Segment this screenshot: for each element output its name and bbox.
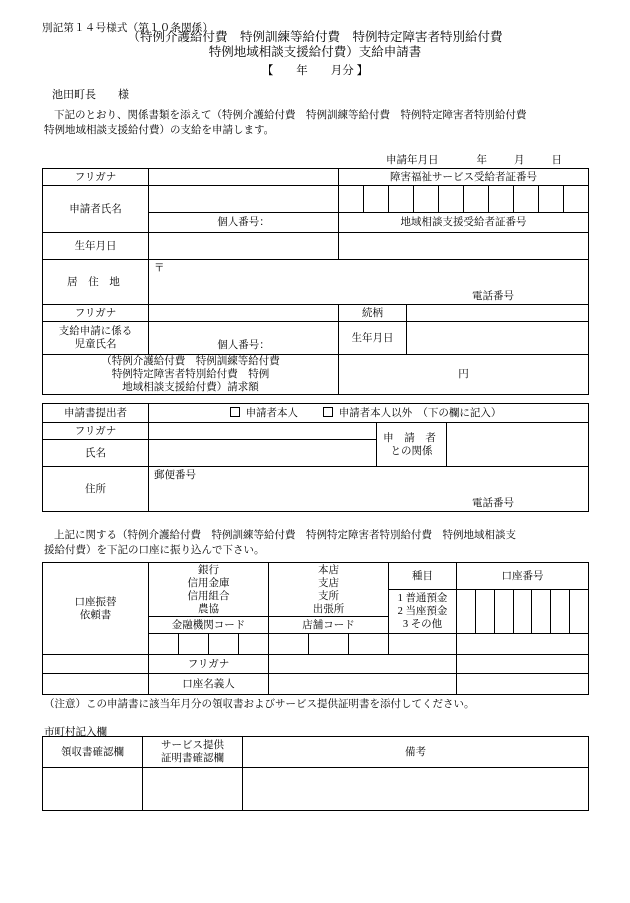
- child-furigana-label: フリガナ: [43, 305, 149, 322]
- submitter-other-label: 申請者本人以外 （下の欄に記入）: [338, 407, 502, 419]
- remarks-field[interactable]: [243, 768, 589, 811]
- form-code: 別記第１４号様式（第１０条関係）: [42, 23, 214, 34]
- application-date-label: 申請年月日: [386, 155, 439, 166]
- submitter-furigana-field[interactable]: [149, 423, 377, 440]
- submitter-name-label: 氏名: [43, 440, 149, 467]
- checkbox-icon[interactable]: [230, 407, 240, 417]
- postal-code-label: 郵便番号: [154, 470, 196, 481]
- bank-transfer-table: [42, 562, 589, 695]
- account-kind-0: 1 普通預金: [397, 593, 448, 604]
- account-number-cells[interactable]: [457, 590, 588, 633]
- submitter-name-field[interactable]: [149, 440, 377, 467]
- service-cert-label: [143, 737, 243, 768]
- account-kind-1: 2 当座預金: [397, 606, 448, 617]
- table-row: [43, 423, 589, 440]
- submitter-address-label: 住所: [43, 467, 149, 512]
- submitter-label: 申請書提出者: [43, 404, 149, 423]
- submitter-other-option[interactable]: [323, 408, 502, 419]
- service-cert-label-line1: サービス提供: [161, 740, 224, 751]
- table-row: [43, 322, 589, 355]
- applicant-furigana-field[interactable]: [149, 169, 339, 186]
- branch-type-3: 出張所: [312, 603, 345, 615]
- postal-mark-icon: 〒: [154, 263, 165, 274]
- account-holder-label: 口座名義人: [149, 674, 269, 695]
- table-row: [43, 655, 589, 674]
- bank-note-line-1: 上記に関する（特例介護給付費 特例訓練等給付費 特例特定障害者特別給付費 特例地域相談支: [54, 530, 516, 541]
- addressee: 池田町長 様: [52, 89, 129, 101]
- institution-type-0: 銀行: [198, 564, 219, 576]
- table-row: [43, 169, 589, 186]
- child-relation-field[interactable]: [407, 305, 589, 322]
- application-date-line: [386, 152, 562, 167]
- institution-code-grid[interactable]: [149, 634, 269, 655]
- claim-amount-field[interactable]: [339, 355, 589, 395]
- claim-label-line2: 特例特定障害者特別給付費 特例: [111, 369, 270, 380]
- title-line-2: 特例地域相談支援給付費）支給申請書: [208, 45, 422, 59]
- institution-code-cells[interactable]: [149, 634, 268, 654]
- page-title: [0, 30, 630, 60]
- intro-line-2: 特例地域相談支援給付費）の支給を申請します。: [44, 125, 275, 136]
- residence-field[interactable]: [149, 260, 589, 305]
- application-date-month: 月: [514, 155, 525, 166]
- municipality-table: [42, 736, 589, 811]
- account-holder-field[interactable]: [269, 674, 457, 695]
- checkbox-icon[interactable]: [323, 407, 333, 417]
- municipality-section-label: 市町村記入欄: [44, 727, 107, 738]
- table-row: [43, 260, 589, 305]
- welfare-cert-cells[interactable]: [339, 186, 588, 212]
- account-kind-spacer: [389, 634, 457, 655]
- account-furigana-label: フリガナ: [149, 655, 269, 674]
- title-line-1: （特例介護給付費 特例訓練等給付費 特例特定障害者特別給付費: [127, 30, 503, 44]
- bank-row-label-line2: 依頼書: [79, 609, 112, 621]
- application-date-year: 年: [476, 155, 487, 166]
- child-name-label: [43, 322, 149, 355]
- applicant-name-field[interactable]: [149, 186, 339, 213]
- table-row: [43, 186, 589, 213]
- submitter-self-label: 申請者本人: [245, 407, 299, 419]
- bank-left-spacer-1: [43, 655, 149, 674]
- regional-cert-label: 地域相談支援受給者証番号: [339, 213, 589, 233]
- submitter-phone-label: 電話番号: [472, 498, 514, 509]
- submitter-table: [42, 403, 589, 512]
- bank-transfer-note: [44, 528, 589, 558]
- account-furigana-field[interactable]: [269, 655, 457, 674]
- bank-branch-field[interactable]: [269, 563, 389, 617]
- table-row: [43, 768, 589, 811]
- regional-cert-number-grid[interactable]: [339, 233, 589, 260]
- application-date-day: 日: [551, 155, 562, 166]
- table-row: [43, 404, 589, 423]
- claim-label-line1: （特例介護給付費 特例訓練等給付費: [101, 356, 280, 367]
- branch-type-0: 本店: [318, 564, 339, 576]
- institution-type-3: 農協: [198, 603, 219, 615]
- bank-note-line-2: 援給付費）を下記の口座に振り込んで下さい。: [44, 545, 265, 556]
- child-name-label-line2: 児童氏名: [74, 339, 117, 350]
- applicant-personal-number-field[interactable]: 個人番号：: [149, 213, 339, 233]
- table-row: [43, 233, 589, 260]
- branch-code-label: 店舗コード: [269, 617, 389, 634]
- applicant-birthdate-field[interactable]: [149, 233, 339, 260]
- claim-amount-label: [43, 355, 339, 395]
- submitter-relation-field[interactable]: [447, 423, 589, 467]
- submitter-choice-group: [149, 404, 589, 423]
- child-personal-number-field[interactable]: 個人番号：: [149, 322, 339, 355]
- child-birthdate-label: 生年月日: [339, 322, 407, 355]
- table-row: [43, 355, 589, 395]
- account-kind-options[interactable]: [389, 590, 457, 634]
- table-row: [43, 563, 589, 590]
- receipt-check-label: 領収書確認欄: [43, 737, 143, 768]
- account-furigana-field-right[interactable]: [457, 655, 589, 674]
- institution-code-label: 金融機関コード: [149, 617, 269, 634]
- attention-note: （注意）この申請書に該当年月分の領収書およびサービス提供証明書を添付してください。: [44, 699, 475, 710]
- submitter-self-option[interactable]: [230, 408, 299, 419]
- branch-code-grid[interactable]: [269, 634, 389, 655]
- claim-label-line3: 地域相談支援給付費）請求額: [122, 382, 259, 393]
- bank-row-label: [43, 563, 149, 655]
- title-month-field: 【 年 月分 】: [261, 65, 369, 77]
- residence-label: 居 住 地: [43, 260, 149, 305]
- child-furigana-field[interactable]: [149, 305, 339, 322]
- bank-institution-field[interactable]: [149, 563, 269, 617]
- child-relation-label: 続柄: [339, 305, 407, 322]
- branch-type-1: 支店: [318, 577, 339, 589]
- table-row: [43, 737, 589, 768]
- account-kind-2: 3 その他: [402, 619, 443, 630]
- submitter-address-field[interactable]: [149, 467, 589, 512]
- intro-paragraph: [44, 108, 589, 138]
- table-row: [43, 305, 589, 322]
- institution-type-2: 信用組合: [187, 590, 230, 602]
- welfare-cert-label: 障害福祉サービス受給者証番号: [339, 169, 589, 186]
- submitter-furigana-label: フリガナ: [43, 423, 149, 440]
- submitter-relation-line1: 申 請 者: [383, 432, 440, 444]
- branch-code-cells[interactable]: [269, 634, 388, 654]
- submitter-relation-label: [377, 423, 447, 467]
- yen-label: 円: [458, 369, 469, 380]
- service-cert-label-line2: 証明書確認欄: [161, 753, 224, 764]
- account-kind-label: 種目: [389, 563, 457, 590]
- submitter-relation-line2: との関係: [390, 445, 433, 457]
- account-number-label: 口座番号: [457, 563, 589, 590]
- bank-row-label-line1: 口座振替: [74, 596, 117, 608]
- remarks-label: 備考: [243, 737, 589, 768]
- account-number-grid[interactable]: [457, 590, 589, 634]
- account-number-spacer: [457, 634, 589, 655]
- welfare-cert-number-grid[interactable]: [339, 186, 589, 213]
- intro-line-1: 下記のとおり、関係書類を添えて（特例介護給付費 特例訓練等給付費 特例特定障害者特別給付費: [54, 110, 527, 121]
- receipt-check-field[interactable]: [43, 768, 143, 811]
- applicant-furigana-label: フリガナ: [43, 169, 149, 186]
- residence-phone-label: 電話番号: [472, 291, 514, 302]
- institution-type-1: 信用金庫: [187, 577, 230, 589]
- account-holder-field-right[interactable]: [457, 674, 589, 695]
- applicant-birthdate-label: 生年月日: [43, 233, 149, 260]
- applicant-name-label: 申請者氏名: [43, 186, 149, 233]
- child-name-label-line1: 支給申請に係る: [58, 326, 133, 337]
- table-row: [43, 467, 589, 512]
- table-row: [43, 674, 589, 695]
- branch-type-2: 支所: [318, 590, 339, 602]
- bank-left-spacer-2: [43, 674, 149, 695]
- applicant-table: [42, 168, 589, 395]
- child-birthdate-field[interactable]: [407, 322, 589, 355]
- service-cert-field[interactable]: [143, 768, 243, 811]
